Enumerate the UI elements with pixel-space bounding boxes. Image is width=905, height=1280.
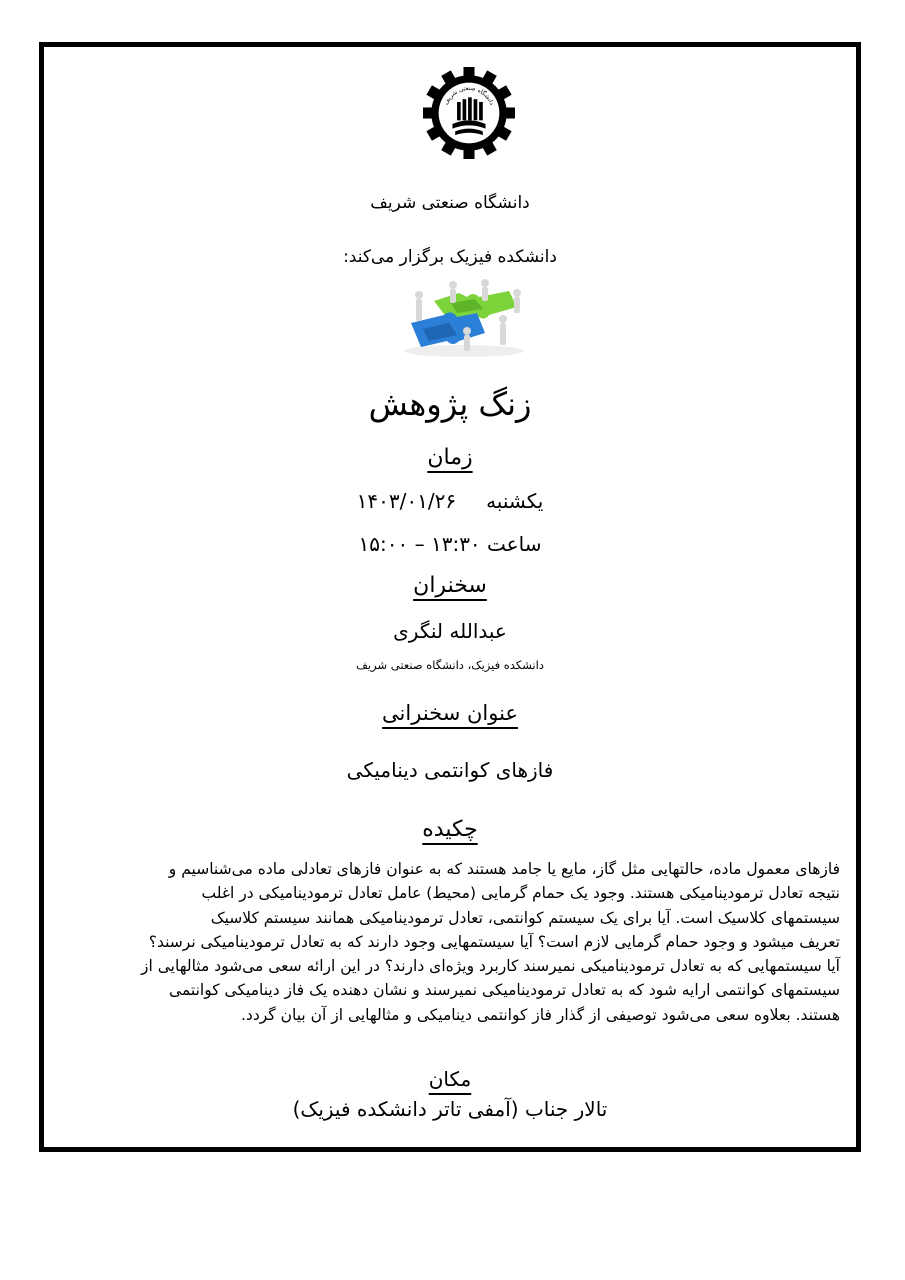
abstract-line: فازهای معمول ماده، حالتهایی مثل گاز، مایع یا جامد هستند که به عنوان فازهای تعادلی ماده می‌شناسیم و <box>168 860 840 878</box>
event-title: زنگ پژوهش <box>368 385 532 423</box>
event-hours: ساعت ۱۳:۳۰ – ۱۵:۰۰ <box>358 532 542 556</box>
talk-heading <box>44 701 856 725</box>
abstract-line: آیا سیستمهایی که به تعادل ترمودینامیکی نمیرسند کاربرد ویژه‌ای دارند؟ در این ارائه سعی می‌شود مثالهایی از <box>141 957 840 976</box>
poster-frame <box>39 42 861 1152</box>
abstract-line: نتیجه تعادل ترمودینامیکی هستند. وجود یک حمام گرمایی (محیط) عامل تعادل ترمودینامیکی در اغلب <box>201 884 840 903</box>
abstract-line: سیستمهای کلاسیک است. آیا برای یک سیستم کوانتمی، تعادل ترمودینامیکی همانند سیستم کلاسیک <box>210 908 840 927</box>
speaker-name: عبدالله لنگری <box>393 619 507 643</box>
talk-title: فازهای کوانتمی دینامیکی <box>346 758 554 782</box>
svg-text:دانشگاه صنعتی شریف: دانشگاه صنعتی شریف <box>442 84 496 107</box>
talk-heading-text: عنوان سخنرانی <box>382 701 518 725</box>
organizer-line: دانشکده فیزیک برگزار می‌کند: <box>343 247 557 267</box>
abstract-line: سیستمهای کوانتمی ارایه شود که به تعادل ترمودینامیکی نمیرسند و نشان دهنده یک فاز دینامیکی کوانتمی <box>169 981 840 1000</box>
university-name: دانشگاه صنعتی شریف <box>370 193 530 213</box>
speaker-heading <box>44 573 856 598</box>
event-date-value: ۱۴۰۳/۰۱/۲۶ <box>356 489 457 513</box>
abstract-heading-text: چکیده <box>422 817 478 842</box>
speaker-affiliation: دانشکده فیزیک، دانشگاه صنعتی شریف <box>356 658 544 672</box>
event-date <box>44 489 856 513</box>
speaker-heading-text: سخنران <box>413 573 487 598</box>
abstract-line: هستند. بعلاوه سعی می‌شود توصیفی از گذار فاز کوانتمی دینامیکی و مثالهایی از آن بیان گردد. <box>241 1005 840 1024</box>
time-heading-text: زمان <box>427 445 473 470</box>
location-heading <box>44 1067 856 1091</box>
location-heading-text: مکان <box>428 1067 472 1091</box>
event-day: یکشنبه <box>486 489 544 513</box>
abstract-text <box>70 857 840 1027</box>
university-logo-icon <box>423 67 515 159</box>
abstract-line: تعریف میشود و وجود حمام گرمایی لازم است؟ آیا سیستمهایی وجود دارند که به تعادل ترمودینامیکی نرسند؟ <box>148 932 840 951</box>
puzzle-people-illustration-icon <box>389 279 539 359</box>
abstract-heading <box>44 817 856 842</box>
location-venue: تالار جناب (آمفی تاتر دانشکده فیزیک) <box>292 1097 608 1121</box>
time-heading <box>44 445 856 470</box>
